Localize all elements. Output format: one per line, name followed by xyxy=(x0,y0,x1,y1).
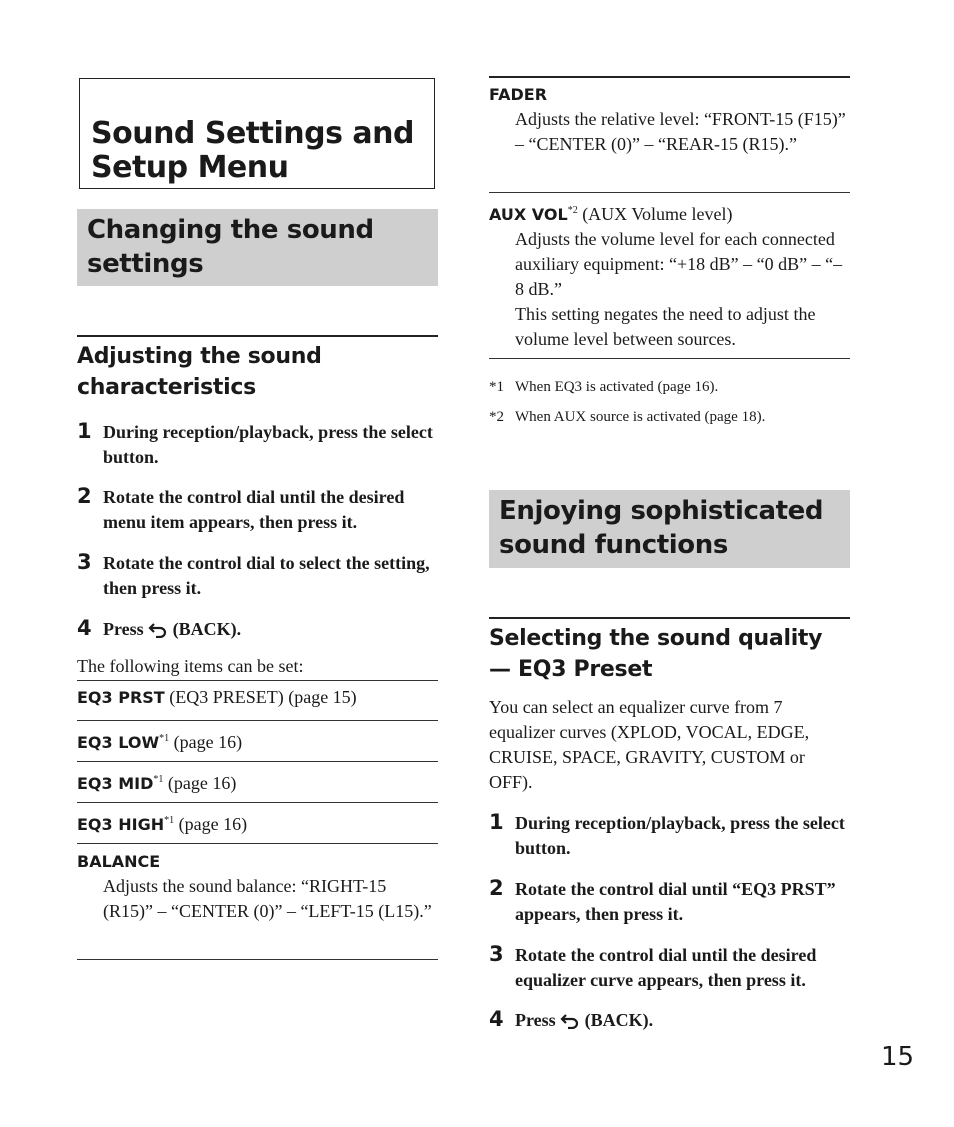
step-number: 4 xyxy=(77,616,92,640)
items-intro: The following items can be set: xyxy=(77,656,304,676)
footnote-text: When EQ3 is activated (page 16). xyxy=(515,379,719,395)
item-footnote-mark: *1 xyxy=(164,815,175,826)
item-key: FADER xyxy=(489,85,548,104)
item-rest: (EQ3 PRESET) (page 15) xyxy=(164,687,357,707)
item-rest: (page 16) xyxy=(163,773,237,793)
divider xyxy=(77,720,438,721)
step-number: 2 xyxy=(489,876,504,900)
page-number: 15 xyxy=(881,1042,915,1072)
item-rest: (page 16) xyxy=(174,814,248,834)
section-title: Enjoying sophisticated sound functions xyxy=(499,496,824,560)
step-2 xyxy=(489,877,850,927)
footnote-text: When AUX source is activated (page 18). xyxy=(515,409,766,425)
step-text-after: (BACK). xyxy=(584,1010,654,1030)
step-text-before: Press xyxy=(515,1010,556,1030)
divider xyxy=(77,761,438,762)
title-box xyxy=(79,78,435,189)
footnote-mark: *1 xyxy=(489,379,504,395)
item-key: EQ3 MID xyxy=(77,774,154,793)
step-number: 4 xyxy=(489,1007,504,1031)
divider xyxy=(489,192,850,193)
section-header-changing-sound xyxy=(77,209,438,286)
list-item-aux-vol xyxy=(489,198,850,352)
divider xyxy=(77,959,438,960)
step-3 xyxy=(489,943,850,993)
item-footnote-mark: *1 xyxy=(159,733,170,744)
page-title: Sound Settings and Setup Menu xyxy=(91,116,414,185)
step-text-after: (BACK). xyxy=(172,619,242,639)
subsection-header-adjusting xyxy=(77,335,438,403)
divider xyxy=(489,358,850,359)
footnote xyxy=(489,377,718,397)
item-key: BALANCE xyxy=(77,852,161,871)
list-item xyxy=(77,808,438,837)
step-text: Rotate the control dial until the desired equalizer curve appears, then press it. xyxy=(515,945,817,990)
item-key: EQ3 HIGH xyxy=(77,815,165,834)
item-footnote-mark: *2 xyxy=(567,205,578,216)
step-number: 1 xyxy=(489,810,504,834)
list-item-fader xyxy=(489,82,850,157)
step-text: Rotate the control dial to select the setting, then press it. xyxy=(103,553,430,598)
item-rest: (AUX Volume level) xyxy=(577,204,733,224)
item-key: EQ3 PRST xyxy=(77,688,165,707)
step-4 xyxy=(489,1008,850,1036)
back-icon xyxy=(560,1011,580,1036)
step-number: 2 xyxy=(77,484,92,508)
item-description: Adjusts the volume level for each connected auxiliary equipment: “+18 dB” – “0 dB” – “–8 dB.” xyxy=(515,229,843,299)
divider xyxy=(77,843,438,844)
step-text: During reception/playback, press the select button. xyxy=(515,813,845,858)
step-text: Rotate the control dial until “EQ3 PRST” appears, then press it. xyxy=(515,879,836,924)
eq3-intro: You can select an equalizer curve from 7 equalizer curves (XPLOD, VOCAL, EDGE, CRUISE, SPACE, GRAVITY, CUSTOM or OFF). xyxy=(489,697,810,792)
divider xyxy=(77,680,438,681)
list-item-balance xyxy=(77,849,438,924)
item-description-2: This setting negates the need to adjust the volume level between sources. xyxy=(515,304,816,349)
step-number: 3 xyxy=(77,550,92,574)
step-4 xyxy=(77,617,438,645)
item-description: Adjusts the sound balance: “RIGHT-15 (R15)” – “CENTER (0)” – “LEFT-15 (L15).” xyxy=(103,876,432,921)
step-number: 1 xyxy=(77,419,92,443)
step-text-before: Press xyxy=(103,619,144,639)
divider xyxy=(489,76,850,78)
step-2 xyxy=(77,485,438,535)
subsection-title: Adjusting the sound characteristics xyxy=(77,344,322,400)
step-1 xyxy=(77,420,438,470)
item-key: AUX VOL xyxy=(489,205,568,224)
item-description: Adjusts the relative level: “FRONT-15 (F15)” – “CENTER (0)” – “REAR-15 (R15).” xyxy=(515,109,846,154)
item-rest: (page 16) xyxy=(169,732,243,752)
item-footnote-mark: *1 xyxy=(153,774,164,785)
list-item xyxy=(77,726,438,755)
footnote xyxy=(489,407,765,427)
footnote-mark: *2 xyxy=(489,409,504,425)
step-text xyxy=(103,617,438,645)
list-item xyxy=(77,767,438,796)
section-title: Changing the sound settings xyxy=(87,215,374,279)
step-text: Rotate the control dial until the desired menu item appears, then press it. xyxy=(103,487,405,532)
subsection-header-eq3 xyxy=(489,617,850,685)
step-text xyxy=(515,1008,850,1036)
subsection-title: Selecting the sound quality — EQ3 Preset xyxy=(489,626,823,682)
step-text: During reception/playback, press the select button. xyxy=(103,422,433,467)
step-3 xyxy=(77,551,438,601)
divider xyxy=(77,802,438,803)
list-item xyxy=(77,685,438,710)
step-1 xyxy=(489,811,850,861)
item-key: EQ3 LOW xyxy=(77,733,160,752)
back-icon xyxy=(148,620,168,645)
section-header-enjoying xyxy=(489,490,850,568)
step-number: 3 xyxy=(489,942,504,966)
